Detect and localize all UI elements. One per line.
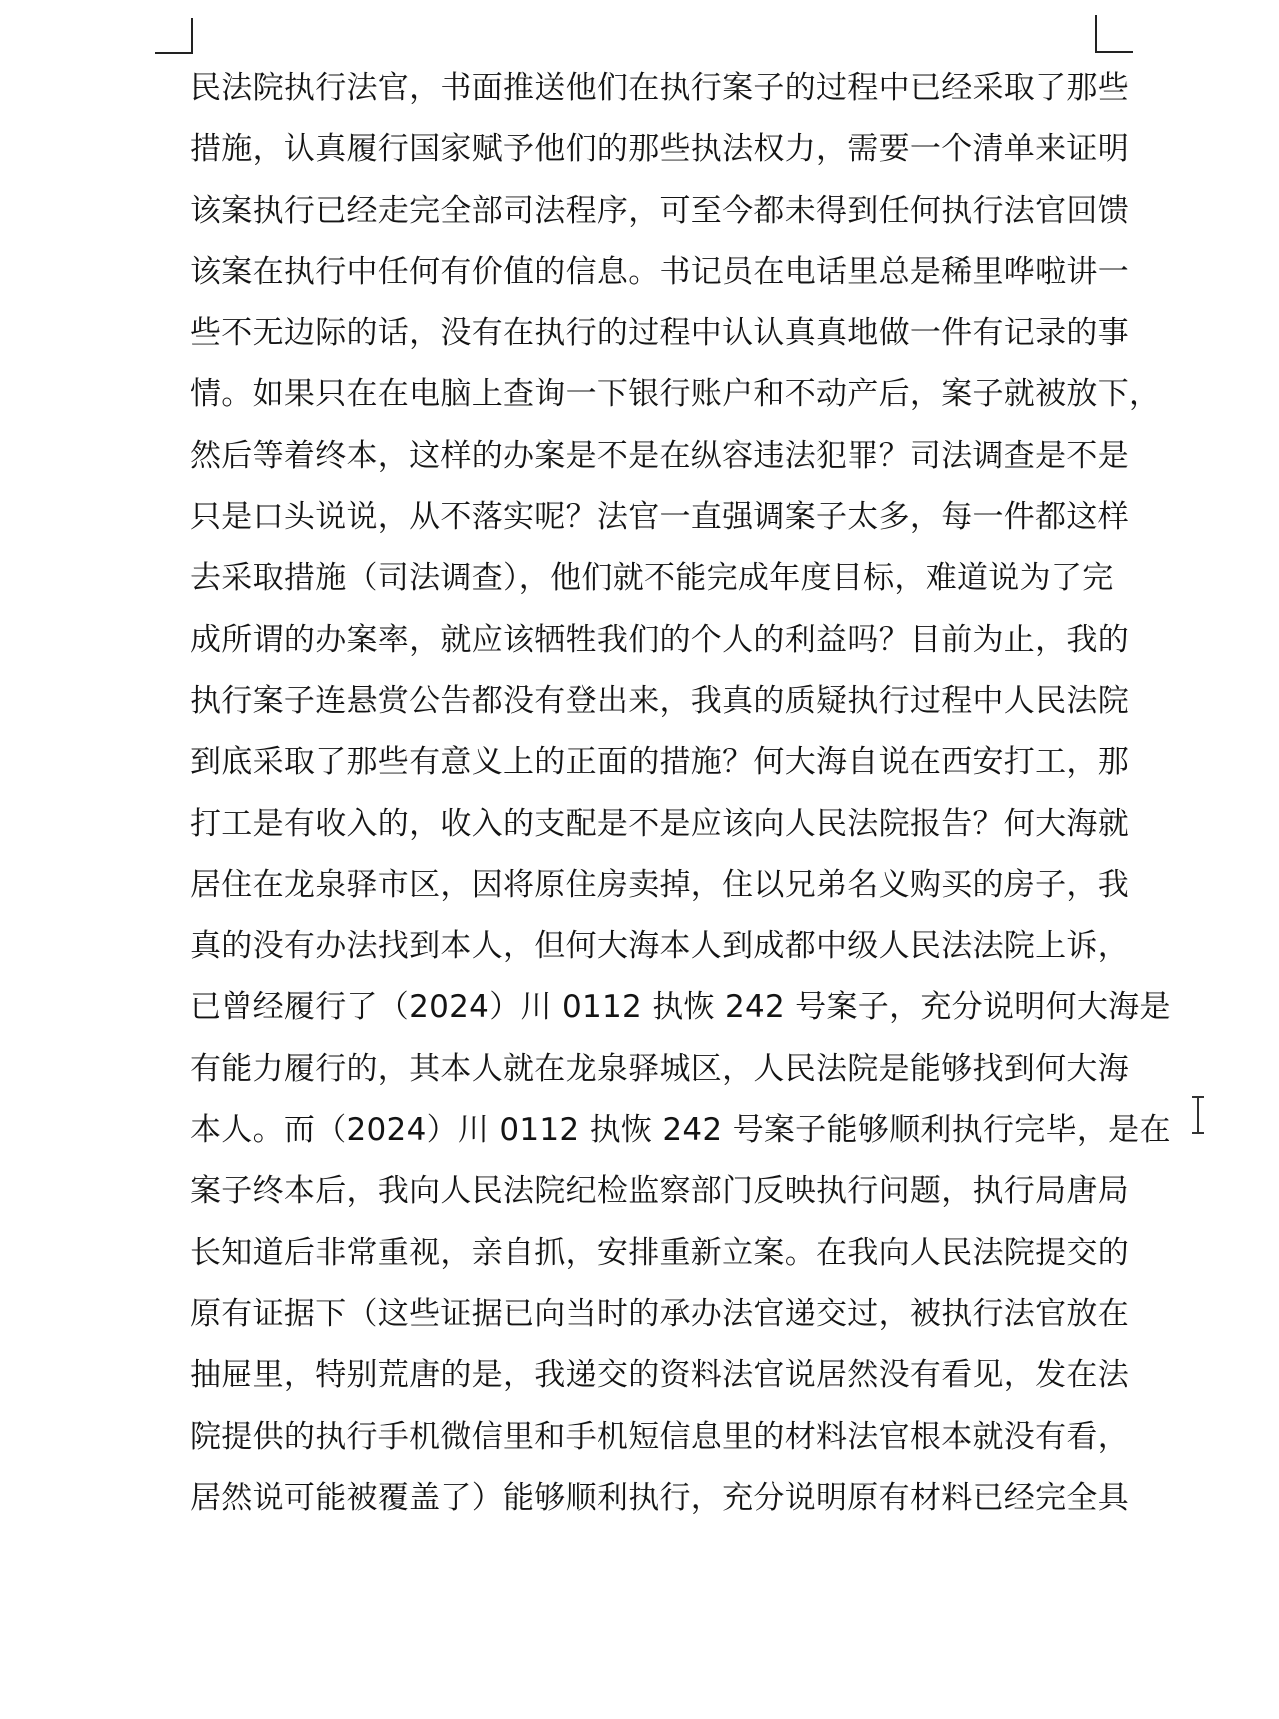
text-line: 执行案子连悬赏公告都没有登出来，我真的质疑执行过程中人民法院: [190, 682, 1129, 719]
text-line: 民法院执行法官，书面推送他们在执行案子的过程中已经采取了那些: [190, 70, 1129, 106]
text-line: 居然说可能被覆盖了）能够顺利执行，充分说明原有材料已经完全具: [190, 1479, 1129, 1516]
text-line: 到底采取了那些有意义上的正面的措施？何大海自说在西安打工，那: [190, 744, 1129, 781]
top-right-crop-mark: [1095, 15, 1133, 53]
text-line: 有能力履行的，其本人就在龙泉驿城区，人民法院是能够找到何大海: [190, 1050, 1129, 1087]
text-line: 去采取措施（司法调查），他们就不能完成年度目标，难道说为了完: [190, 560, 1114, 597]
text-line: 本人。而（2024）川 0112 执恢 242 号案子能够顺利执行完毕，是在: [190, 1112, 1171, 1149]
text-line: 院提供的执行手机微信里和手机短信息里的材料法官根本就没有看，: [190, 1418, 1129, 1455]
text-line: 然后等着终本，这样的办案是不是在纵容违法犯罪？司法调查是不是: [190, 437, 1129, 474]
document-body[interactable]: [190, 58, 1171, 1529]
text-line: 长知道后非常重视，亲自抓，安排重新立案。在我向人民法院提交的: [190, 1234, 1129, 1271]
text-line: 措施，认真履行国家赋予他们的那些执法权力，需要一个清单来证明: [190, 131, 1129, 168]
text-line: 居住在龙泉驿市区，因将原住房卖掉，住以兄弟名义购买的房子，我: [190, 866, 1129, 903]
text-line: 该案执行已经走完全部司法程序，可至今都未得到任何执行法官回馈: [190, 192, 1129, 229]
text-line: 已曾经履行了（2024）川 0112 执恢 242 号案子，充分说明何大海是: [190, 989, 1171, 1026]
text-line: 打工是有收入的，收入的支配是不是应该向人民法院报告？何大海就: [190, 805, 1129, 842]
text-line: 些不无边际的话，没有在执行的过程中认认真真地做一件有记录的事: [190, 315, 1129, 352]
text-line: 成所谓的办案率，就应该牺牲我们的个人的利益吗？目前为止，我的: [190, 621, 1129, 658]
text-line: 情。如果只在在电脑上查询一下银行账户和不动产后，案子就被放下，: [190, 376, 1161, 413]
text-cursor-icon: [1192, 1096, 1204, 1134]
text-line: 抽屉里，特别荒唐的是，我递交的资料法官说居然没有看见，发在法: [190, 1357, 1129, 1394]
top-left-crop-mark: [155, 18, 193, 54]
text-line: 只是口头说说，从不落实呢？法官一直强调案子太多，每一件都这样: [190, 499, 1129, 536]
text-line: 真的没有办法找到本人，但何大海本人到成都中级人民法法院上诉，: [190, 928, 1129, 965]
text-line: 案子终本后，我向人民法院纪检监察部门反映执行问题，执行局唐局: [190, 1173, 1129, 1210]
text-line: 该案在执行中任何有价值的信息。书记员在电话里总是稀里哗啦讲一: [190, 253, 1129, 290]
text-line: 原有证据下（这些证据已向当时的承办法官递交过，被执行法官放在: [190, 1295, 1129, 1332]
